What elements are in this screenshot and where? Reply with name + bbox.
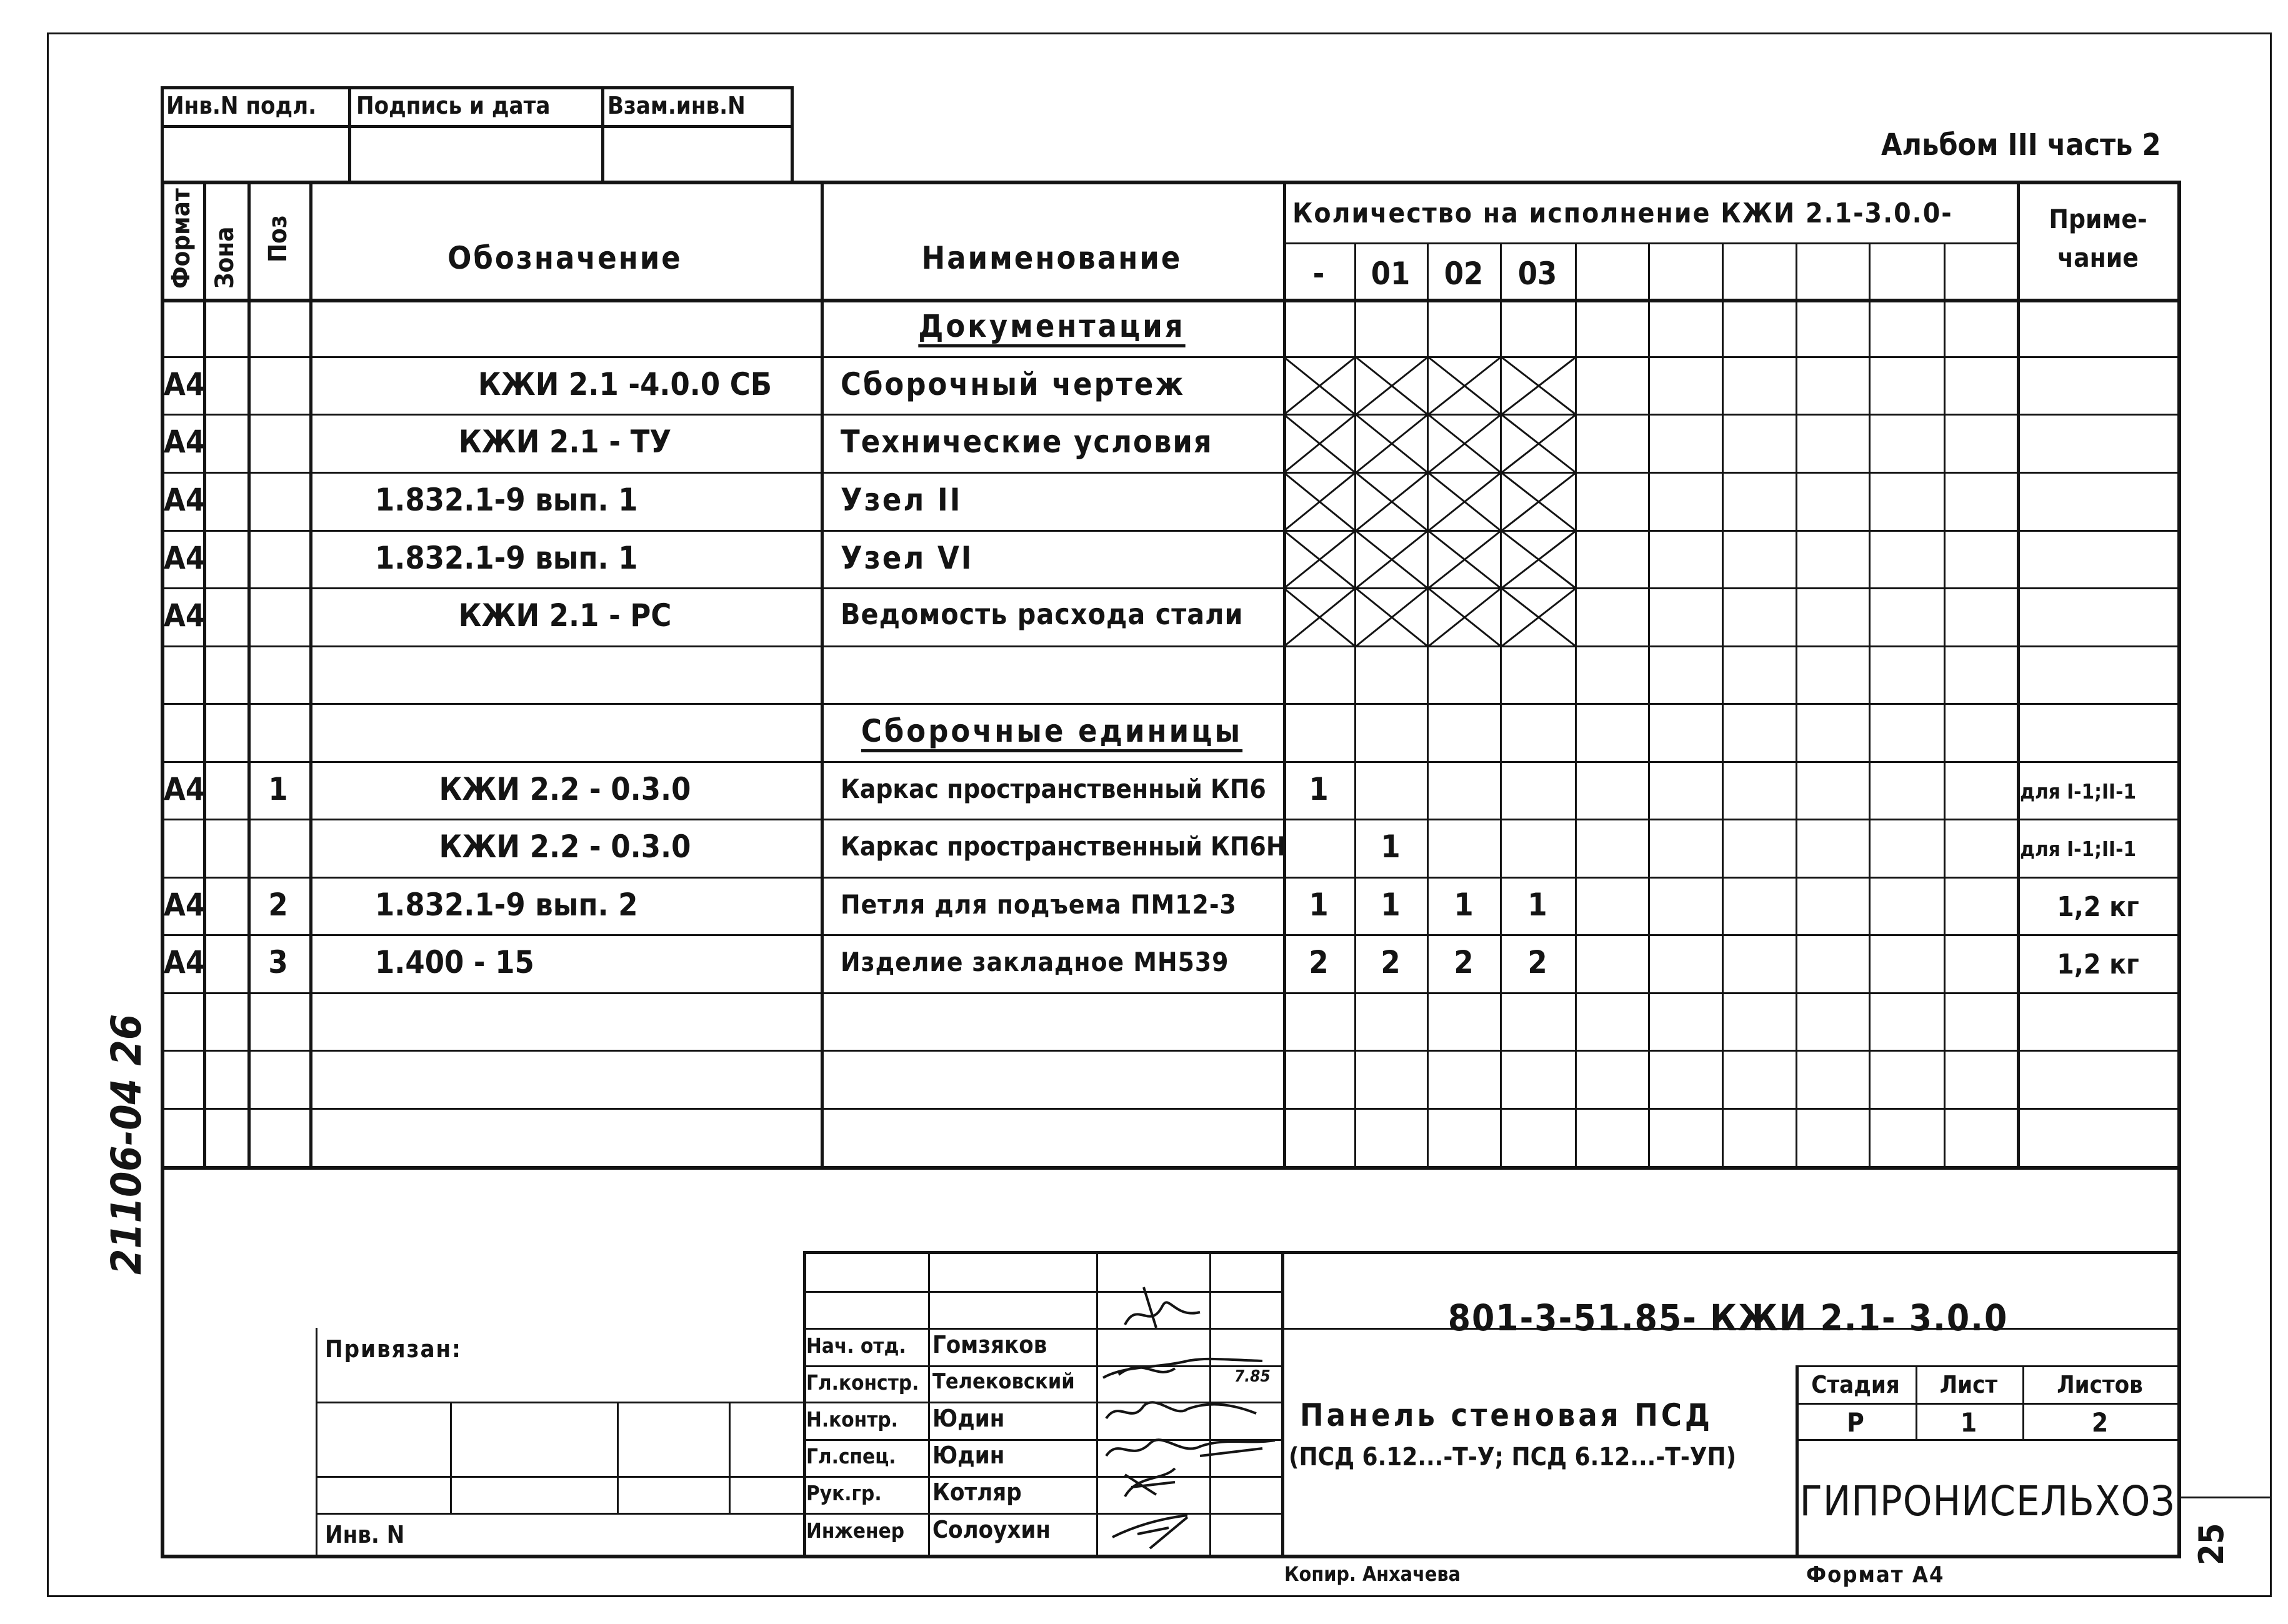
row-naimenovanie: Технические условия — [841, 424, 1213, 460]
listov-value: 2 — [2091, 1407, 2109, 1438]
signer-role: Н.контр. — [806, 1407, 898, 1432]
row-quantity: 1 — [1309, 887, 1329, 923]
row-format: А4 — [164, 944, 206, 980]
row-format: А4 — [164, 482, 206, 518]
row-note: для I-1;II-1 — [2020, 837, 2137, 861]
list-label: Лист — [1939, 1371, 1998, 1398]
row-oboznachenie: КЖИ 2.1 -4.0.0 СБ — [477, 366, 772, 402]
signer-role: Инженер — [806, 1518, 904, 1543]
row-quantity: 1 — [1454, 887, 1474, 923]
row-note: для I-1;II-1 — [2020, 779, 2137, 804]
row-oboznachenie: 1.832.1-9 вып. 1 — [375, 482, 638, 518]
paper-format: Формат А4 — [1806, 1562, 1945, 1588]
row-format: А4 — [164, 366, 206, 402]
header-exec-col: 02 — [1444, 256, 1484, 292]
row-quantity: 1 — [1527, 887, 1547, 923]
row-oboznachenie: КЖИ 2.1 - ТУ — [458, 424, 672, 460]
organization-name: ГИПРОНИСЕЛЬХОЗ — [1799, 1477, 2176, 1525]
section-sborochnye-edinicy: Сборочные единицы — [861, 713, 1243, 749]
row-quantity: 1 — [1309, 771, 1329, 807]
page-number: 25 — [2192, 1523, 2231, 1565]
header-poz: Поз — [264, 215, 292, 262]
document-code: 801-3-51.85- КЖИ 2.1- 3.0.0 — [1447, 1297, 2009, 1339]
listov-label: Листов — [2057, 1371, 2143, 1398]
header-naimenovanie: Наименование — [921, 240, 1182, 276]
signer-role: Гл.констр. — [806, 1370, 919, 1395]
header-primechanie-2: чание — [2057, 242, 2139, 273]
header-exec-col: - — [1312, 256, 1325, 292]
row-naimenovanie: Узел VI — [841, 540, 974, 576]
signer-role: Гл.спец. — [806, 1444, 896, 1468]
row-oboznachenie: КЖИ 2.2 - 0.3.0 — [439, 829, 691, 865]
row-format: А4 — [164, 771, 206, 807]
product-variants: (ПСД 6.12...-Т-У; ПСД 6.12...-Т-УП) — [1289, 1443, 1737, 1472]
row-poz: 1 — [268, 771, 288, 807]
row-oboznachenie: 1.832.1-9 вып. 2 — [375, 887, 638, 923]
row-quantity: 2 — [1527, 944, 1547, 980]
inv-number-label: Инв. N — [325, 1521, 405, 1548]
signer-name: Юдин — [932, 1405, 1005, 1432]
row-quantity: 2 — [1454, 944, 1474, 980]
signer-name: Котляр — [932, 1478, 1022, 1506]
row-naimenovanie: Сборочный чертеж — [841, 366, 1186, 402]
header-exec-col: 03 — [1517, 256, 1557, 292]
header-primechanie: Приме- — [2049, 204, 2147, 234]
row-quantity: 1 — [1381, 829, 1401, 865]
signer-name: Юдин — [932, 1442, 1005, 1469]
stadiya-value: Р — [1847, 1407, 1864, 1438]
row-naimenovanie: Ведомость расхода стали — [841, 597, 1244, 631]
stamp-inv-podl: Инв.N подл. — [166, 92, 317, 119]
album-label: Альбом III часть 2 — [1881, 127, 2161, 162]
row-format: А4 — [164, 887, 206, 923]
row-note: 1,2 кг — [2057, 949, 2139, 980]
row-quantity: 2 — [1381, 944, 1401, 980]
row-quantity: 1 — [1381, 887, 1401, 923]
row-format: А4 — [164, 424, 206, 460]
row-format: А4 — [164, 540, 206, 576]
row-poz: 2 — [268, 887, 288, 923]
stamp-vzam-inv: Взам.инв.N — [607, 92, 746, 119]
row-naimenovanie: Петля для подъема ПМ12-3 — [841, 889, 1237, 920]
row-naimenovanie: Каркас пространственный КП6 — [841, 774, 1266, 804]
row-naimenovanie: Каркас пространственный КП6Н — [841, 831, 1286, 862]
signer-date: 7.85 — [1234, 1367, 1271, 1386]
header-kolichestvo: Количество на исполнение КЖИ 2.1-3.0.0- — [1292, 197, 1953, 229]
signer-name: Солоухин — [932, 1516, 1051, 1543]
copied-by: Копир. Анхачева — [1284, 1562, 1461, 1586]
row-naimenovanie: Узел II — [841, 482, 962, 518]
row-poz: 3 — [268, 944, 288, 980]
signer-name: Гомзяков — [932, 1331, 1047, 1358]
header-oboznachenie: Обозначение — [447, 240, 682, 276]
stamp-podpis-data: Подпись и дата — [356, 92, 551, 119]
row-oboznachenie: 1.832.1-9 вып. 1 — [375, 540, 638, 576]
signer-role: Рук.гр. — [806, 1481, 882, 1505]
header-format: Формат — [167, 188, 196, 289]
signer-role: Нач. отд. — [806, 1333, 906, 1358]
row-oboznachenie: 1.400 - 15 — [375, 944, 534, 980]
signer-name: Телековский — [932, 1369, 1075, 1394]
row-naimenovanie: Изделие закладное МН539 — [841, 947, 1229, 977]
row-oboznachenie: КЖИ 2.1 - РС — [458, 597, 672, 634]
product-name: Панель стеновая ПСД — [1300, 1397, 1713, 1433]
row-oboznachenie: КЖИ 2.2 - 0.3.0 — [439, 771, 691, 807]
list-value: 1 — [1960, 1407, 1977, 1438]
section-dokumentaciya: Документация — [918, 308, 1186, 344]
signatures — [1103, 1287, 1275, 1548]
stadiya-label: Стадия — [1811, 1371, 1900, 1398]
archive-number: 21106-04 26 — [102, 1014, 151, 1275]
header-exec-col: 01 — [1371, 256, 1411, 292]
row-quantity: 2 — [1309, 944, 1329, 980]
row-format: А4 — [164, 597, 206, 634]
header-zona: Зона — [211, 226, 239, 289]
row-note: 1,2 кг — [2057, 891, 2139, 923]
privyazan-label: Привязан: — [325, 1335, 462, 1363]
